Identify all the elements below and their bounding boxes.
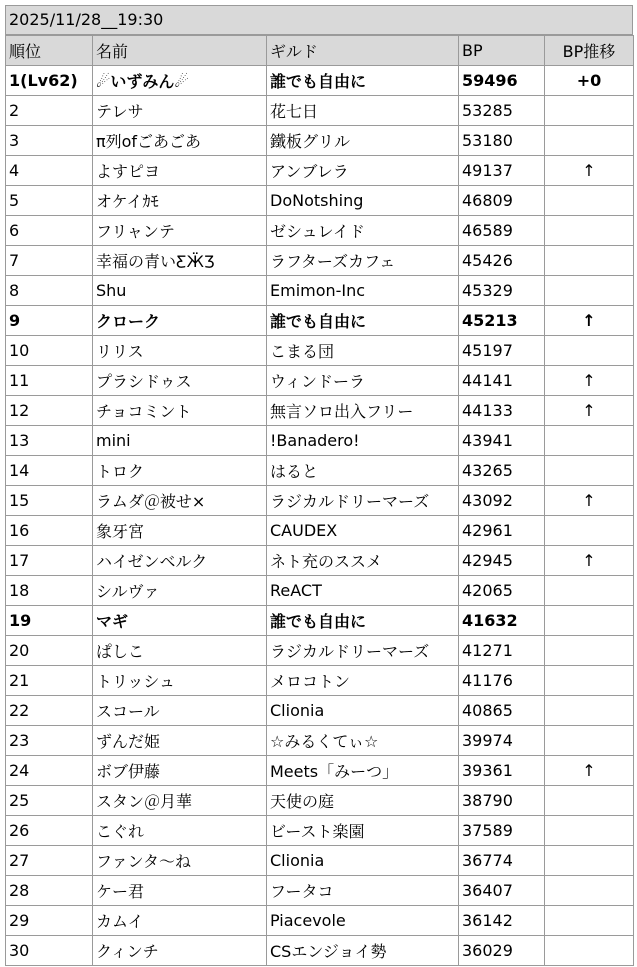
cell-bp[interactable]: 53180 — [459, 126, 545, 156]
cell-bp-change[interactable] — [545, 606, 634, 636]
cell-guild[interactable]: 誰でも自由に — [267, 606, 459, 636]
cell-guild[interactable]: フータコ — [267, 876, 459, 906]
cell-name[interactable]: シルヴァ — [93, 576, 267, 606]
cell-name[interactable]: クィンチ — [93, 936, 267, 966]
table-row — [6, 636, 634, 666]
table-row — [6, 786, 634, 816]
cell-guild[interactable]: ラジカルドリーマーズ — [267, 486, 459, 516]
cell-bp-change[interactable] — [545, 246, 634, 276]
cell-rank[interactable]: 18 — [6, 576, 93, 606]
table-row — [6, 876, 634, 906]
cell-name[interactable]: ラムダ＠被せ× — [93, 486, 267, 516]
cell-bp[interactable]: 39361 — [459, 756, 545, 786]
cell-bp[interactable]: 40865 — [459, 696, 545, 726]
cell-bp[interactable]: 44141 — [459, 366, 545, 396]
cell-guild[interactable]: Clionia — [267, 846, 459, 876]
cell-rank[interactable]: 29 — [6, 906, 93, 936]
cell-name[interactable]: ボブ伊藤 — [93, 756, 267, 786]
cell-bp-change[interactable] — [545, 216, 634, 246]
cell-name[interactable]: ずんだ姫 — [93, 726, 267, 756]
cell-rank[interactable]: 15 — [6, 486, 93, 516]
cell-bp[interactable]: 37589 — [459, 816, 545, 846]
table-row — [6, 366, 634, 396]
cell-bp[interactable]: 59496 — [459, 66, 545, 96]
cell-bp-change[interactable]: +0 — [545, 66, 634, 96]
cell-rank[interactable]: 8 — [6, 276, 93, 306]
cell-bp-change[interactable] — [545, 846, 634, 876]
cell-bp-change[interactable] — [545, 906, 634, 936]
cell-guild[interactable]: ゼシュレイド — [267, 216, 459, 246]
table-row — [6, 426, 634, 456]
ranking-table — [5, 35, 634, 966]
table-row — [6, 306, 634, 336]
header-rank[interactable]: 順位 — [6, 36, 93, 66]
cell-guild[interactable]: ☆みるくてぃ☆ — [267, 726, 459, 756]
table-row — [6, 276, 634, 306]
cell-rank[interactable]: 7 — [6, 246, 93, 276]
table-row — [6, 486, 634, 516]
cell-rank[interactable]: 3 — [6, 126, 93, 156]
cell-name[interactable]: カムイ — [93, 906, 267, 936]
cell-bp[interactable]: 41176 — [459, 666, 545, 696]
table-row — [6, 126, 634, 156]
cell-name[interactable]: ファンタ～ね — [93, 846, 267, 876]
cell-rank[interactable]: 13 — [6, 426, 93, 456]
header-name[interactable]: 名前 — [93, 36, 267, 66]
cell-bp-change[interactable] — [545, 96, 634, 126]
cell-rank[interactable]: 10 — [6, 336, 93, 366]
cell-bp-change[interactable]: ↑ — [545, 546, 634, 576]
cell-bp[interactable]: 49137 — [459, 156, 545, 186]
cell-rank[interactable]: 6 — [6, 216, 93, 246]
cell-bp-change[interactable] — [545, 576, 634, 606]
cell-bp-change[interactable] — [545, 636, 634, 666]
cell-name[interactable]: Shu — [93, 276, 267, 306]
cell-name[interactable]: フリャンテ — [93, 216, 267, 246]
ranking-sheet — [5, 5, 633, 966]
table-row — [6, 546, 634, 576]
cell-rank[interactable]: 16 — [6, 516, 93, 546]
cell-rank[interactable]: 12 — [6, 396, 93, 426]
cell-bp[interactable]: 45213 — [459, 306, 545, 336]
cell-bp-change[interactable] — [545, 786, 634, 816]
sheet-title[interactable]: 2025/11/28__19:30 — [5, 5, 633, 35]
header-guild[interactable]: ギルド — [267, 36, 459, 66]
cell-bp-change[interactable] — [545, 666, 634, 696]
cell-rank[interactable]: 14 — [6, 456, 93, 486]
cell-bp[interactable]: 44133 — [459, 396, 545, 426]
cell-guild[interactable]: ウィンドーラ — [267, 366, 459, 396]
cell-bp-change[interactable] — [545, 936, 634, 966]
cell-rank[interactable]: 23 — [6, 726, 93, 756]
cell-guild[interactable]: ラジカルドリーマーズ — [267, 636, 459, 666]
cell-guild[interactable]: はると — [267, 456, 459, 486]
cell-name[interactable]: プラシドゥス — [93, 366, 267, 396]
cell-rank[interactable]: 20 — [6, 636, 93, 666]
cell-bp-change[interactable] — [545, 816, 634, 846]
cell-bp[interactable]: 41271 — [459, 636, 545, 666]
cell-bp[interactable]: 42065 — [459, 576, 545, 606]
cell-bp-change[interactable] — [545, 426, 634, 456]
table-row — [6, 906, 634, 936]
cell-name[interactable]: リリス — [93, 336, 267, 366]
cell-bp-change[interactable]: ↑ — [545, 756, 634, 786]
cell-bp-change[interactable] — [545, 126, 634, 156]
table-row — [6, 606, 634, 636]
cell-name[interactable]: テレサ — [93, 96, 267, 126]
cell-guild[interactable]: CSエンジョイ勢 — [267, 936, 459, 966]
cell-name[interactable]: チョコミント — [93, 396, 267, 426]
cell-rank[interactable]: 27 — [6, 846, 93, 876]
cell-guild[interactable]: ReACT — [267, 576, 459, 606]
cell-bp[interactable]: 36142 — [459, 906, 545, 936]
cell-bp[interactable]: 46809 — [459, 186, 545, 216]
cell-bp[interactable]: 45329 — [459, 276, 545, 306]
cell-bp[interactable]: 36407 — [459, 876, 545, 906]
cell-bp-change[interactable] — [545, 456, 634, 486]
cell-bp-change[interactable] — [545, 186, 634, 216]
cell-guild[interactable]: 鐵板グリル — [267, 126, 459, 156]
cell-rank[interactable]: 28 — [6, 876, 93, 906]
cell-rank[interactable]: 4 — [6, 156, 93, 186]
cell-rank[interactable]: 1(Lv62) — [6, 66, 93, 96]
cell-rank[interactable]: 11 — [6, 366, 93, 396]
cell-guild[interactable]: 無言ソロ出入フリー — [267, 396, 459, 426]
cell-bp[interactable]: 45197 — [459, 336, 545, 366]
cell-bp[interactable]: 45426 — [459, 246, 545, 276]
cell-name[interactable]: こぐれ — [93, 816, 267, 846]
header-bp[interactable]: BP — [459, 36, 545, 66]
cell-guild[interactable]: ビースト楽園 — [267, 816, 459, 846]
cell-name[interactable]: スコール — [93, 696, 267, 726]
cell-guild[interactable]: 花七日 — [267, 96, 459, 126]
cell-guild[interactable]: Emimon-Inc — [267, 276, 459, 306]
cell-bp[interactable]: 43941 — [459, 426, 545, 456]
cell-name[interactable]: π列ofごあごあ — [93, 126, 267, 156]
cell-bp[interactable]: 43092 — [459, 486, 545, 516]
cell-rank[interactable]: 9 — [6, 306, 93, 336]
header-row — [6, 36, 634, 66]
cell-bp-change[interactable] — [545, 696, 634, 726]
cell-guild[interactable]: ネト充のススメ — [267, 546, 459, 576]
cell-name[interactable]: 象牙宮 — [93, 516, 267, 546]
table-row — [6, 936, 634, 966]
table-row — [6, 186, 634, 216]
cell-bp-change[interactable]: ↑ — [545, 366, 634, 396]
cell-bp-change[interactable]: ↑ — [545, 396, 634, 426]
cell-bp[interactable]: 42961 — [459, 516, 545, 546]
cell-rank[interactable]: 25 — [6, 786, 93, 816]
cell-bp[interactable]: 42945 — [459, 546, 545, 576]
table-row — [6, 396, 634, 426]
cell-rank[interactable]: 17 — [6, 546, 93, 576]
cell-bp[interactable]: 36029 — [459, 936, 545, 966]
cell-name[interactable]: スタン＠月華 — [93, 786, 267, 816]
cell-bp[interactable]: 38790 — [459, 786, 545, 816]
cell-name[interactable]: オケイｶﾓ — [93, 186, 267, 216]
table-row — [6, 156, 634, 186]
cell-guild[interactable]: 天使の庭 — [267, 786, 459, 816]
cell-name[interactable]: マギ — [93, 606, 267, 636]
cell-guild[interactable]: こまる団 — [267, 336, 459, 366]
table-row — [6, 516, 634, 546]
cell-bp[interactable]: 53285 — [459, 96, 545, 126]
cell-guild[interactable]: 誰でも自由に — [267, 306, 459, 336]
cell-guild[interactable]: !Banadero! — [267, 426, 459, 456]
table-row — [6, 666, 634, 696]
cell-name[interactable]: ☄いずみん☄ — [93, 66, 267, 96]
cell-rank[interactable]: 19 — [6, 606, 93, 636]
cell-bp-change[interactable] — [545, 726, 634, 756]
cell-rank[interactable]: 21 — [6, 666, 93, 696]
cell-bp-change[interactable] — [545, 336, 634, 366]
cell-rank[interactable]: 2 — [6, 96, 93, 126]
cell-rank[interactable]: 22 — [6, 696, 93, 726]
cell-name[interactable]: ぱしこ — [93, 636, 267, 666]
table-row — [6, 816, 634, 846]
cell-bp-change[interactable]: ↑ — [545, 156, 634, 186]
cell-guild[interactable]: 誰でも自由に — [267, 66, 459, 96]
cell-bp[interactable]: 36774 — [459, 846, 545, 876]
cell-name[interactable]: ケー君 — [93, 876, 267, 906]
cell-bp-change[interactable] — [545, 516, 634, 546]
cell-bp-change[interactable]: ↑ — [545, 486, 634, 516]
table-row — [6, 756, 634, 786]
cell-guild[interactable]: アンブレラ — [267, 156, 459, 186]
cell-name[interactable]: トロク — [93, 456, 267, 486]
cell-bp-change[interactable] — [545, 276, 634, 306]
cell-guild[interactable]: ラフターズカフェ — [267, 246, 459, 276]
cell-rank[interactable]: 24 — [6, 756, 93, 786]
cell-name[interactable]: よすピヨ — [93, 156, 267, 186]
cell-bp[interactable]: 41632 — [459, 606, 545, 636]
cell-bp[interactable]: 43265 — [459, 456, 545, 486]
cell-rank[interactable]: 5 — [6, 186, 93, 216]
cell-bp[interactable]: 39974 — [459, 726, 545, 756]
table-row — [6, 696, 634, 726]
cell-name[interactable]: クローク — [93, 306, 267, 336]
cell-guild[interactable]: Meets「みーつ」 — [267, 756, 459, 786]
header-bp-change[interactable]: BP推移 — [545, 36, 634, 66]
cell-name[interactable]: 幸福の青いƸӜƷ — [93, 246, 267, 276]
cell-guild[interactable]: DoNotshing — [267, 186, 459, 216]
table-row — [6, 456, 634, 486]
table-row — [6, 846, 634, 876]
table-row — [6, 216, 634, 246]
table-row — [6, 246, 634, 276]
cell-bp[interactable]: 46589 — [459, 216, 545, 246]
cell-rank[interactable]: 26 — [6, 816, 93, 846]
cell-name[interactable]: mini — [93, 426, 267, 456]
table-row — [6, 576, 634, 606]
cell-guild[interactable]: メロコトン — [267, 666, 459, 696]
table-row — [6, 96, 634, 126]
cell-guild[interactable]: CAUDEX — [267, 516, 459, 546]
cell-rank[interactable]: 30 — [6, 936, 93, 966]
table-row — [6, 726, 634, 756]
cell-bp-change[interactable] — [545, 876, 634, 906]
cell-name[interactable]: トリッシュ — [93, 666, 267, 696]
cell-guild[interactable]: Piacevole — [267, 906, 459, 936]
table-row — [6, 336, 634, 366]
cell-name[interactable]: ハイゼンベルク — [93, 546, 267, 576]
table-row — [6, 66, 634, 96]
cell-bp-change[interactable]: ↑ — [545, 306, 634, 336]
cell-guild[interactable]: Clionia — [267, 696, 459, 726]
